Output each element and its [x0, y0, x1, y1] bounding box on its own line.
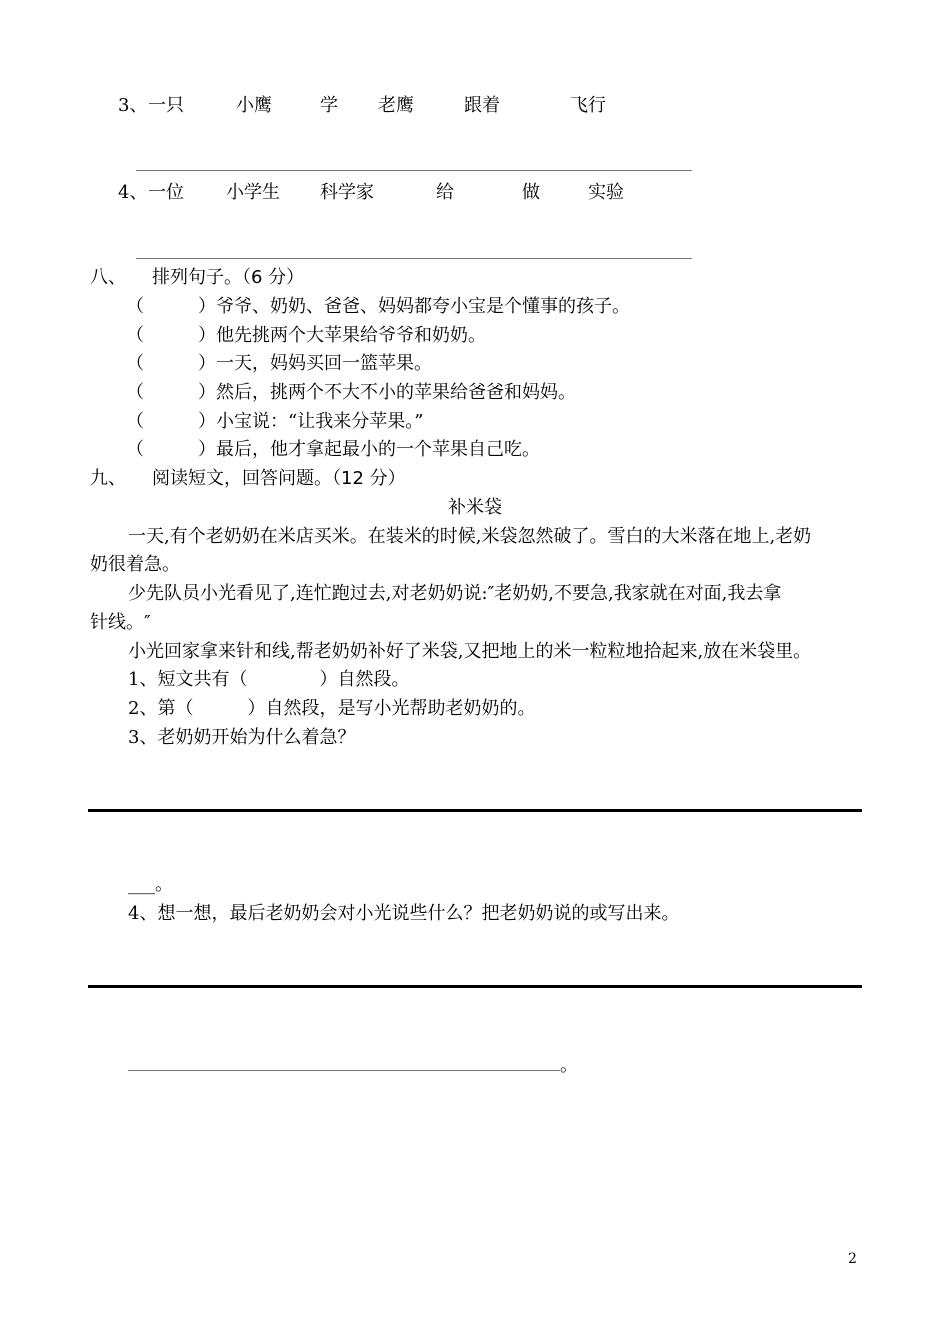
- sentence-item: （ ）小宝说：“让我来分苹果。”: [126, 411, 424, 432]
- section-8-title: 排列句子。（6 分）: [152, 267, 305, 288]
- story-title: 补米袋: [448, 497, 502, 518]
- question-4: 4、想一想，最后老奶奶会对小光说些什么？把老奶奶说的或写出来。: [128, 903, 680, 924]
- section-9-number: 九、: [90, 468, 126, 489]
- q3-word-2: 小鹰: [236, 95, 272, 116]
- q3-word-1: 一只: [148, 95, 184, 116]
- sentence-item: （ ）一天，妈妈买回一篮苹果。: [126, 353, 432, 374]
- q4-number: 4、: [118, 182, 148, 203]
- question-3-answer-tail: ___。: [128, 874, 173, 895]
- story-paragraph-1-line-1: 一天,有个老奶奶在米店买米。在装米的时候,米袋忽然破了。雪白的大米落在地上,老奶: [128, 526, 812, 547]
- q4-answer-line[interactable]: [136, 258, 692, 259]
- question-2: 2、第（ ）自然段，是写小光帮助老奶奶的。: [128, 698, 536, 719]
- question-4-answer-tail: 。: [560, 1055, 578, 1076]
- question-3-answer-line[interactable]: [88, 809, 862, 812]
- q3-answer-line[interactable]: [136, 170, 692, 171]
- sentence-item: （ ）他先挑两个大苹果给爷爷和奶奶。: [126, 325, 486, 346]
- question-4-answer-line[interactable]: [88, 985, 862, 988]
- q3-word-5: 跟着: [464, 95, 500, 116]
- q4-word-3: 科学家: [320, 182, 374, 203]
- q4-word-1: 一位: [148, 182, 184, 203]
- sentence-item: （ ）最后，他才拿起最小的一个苹果自己吃。: [126, 439, 540, 460]
- question-3: 3、老奶奶开始为什么着急？: [128, 727, 356, 748]
- story-paragraph-3: 小光回家拿来针和线,帮老奶奶补好了米袋,又把地上的米一粒粒地拾起来,放在米袋里。: [128, 641, 812, 662]
- q4-word-2: 小学生: [226, 182, 280, 203]
- q3-number: 3、: [118, 95, 148, 116]
- section-8-number: 八、: [90, 267, 126, 288]
- q4-word-4: 给: [436, 182, 454, 203]
- question-4-answer-underline[interactable]: [128, 1070, 560, 1071]
- story-paragraph-1-line-2: 奶很着急。: [90, 554, 180, 575]
- q3-word-6: 飞行: [570, 95, 606, 116]
- sentence-item: （ ）爷爷、奶奶、爸爸、妈妈都夸小宝是个懂事的孩子。: [126, 296, 630, 317]
- sentence-item: （ ）然后，挑两个不大不小的苹果给爸爸和妈妈。: [126, 382, 576, 403]
- question-1: 1、短文共有（ ）自然段。: [128, 669, 410, 690]
- q4-word-5: 做: [522, 182, 540, 203]
- story-paragraph-2-line-2: 针线。″: [90, 612, 151, 633]
- q3-word-4: 老鹰: [378, 95, 414, 116]
- story-paragraph-2-line-1: 少先队员小光看见了,连忙跑过去,对老奶奶说:″老奶奶,不要急,我家就在对面,我去拿: [128, 583, 782, 604]
- q4-word-6: 实验: [588, 182, 624, 203]
- section-9-title: 阅读短文，回答问题。（12 分）: [152, 468, 406, 489]
- page-number: 2: [848, 1251, 857, 1267]
- q3-word-3: 学: [320, 95, 338, 116]
